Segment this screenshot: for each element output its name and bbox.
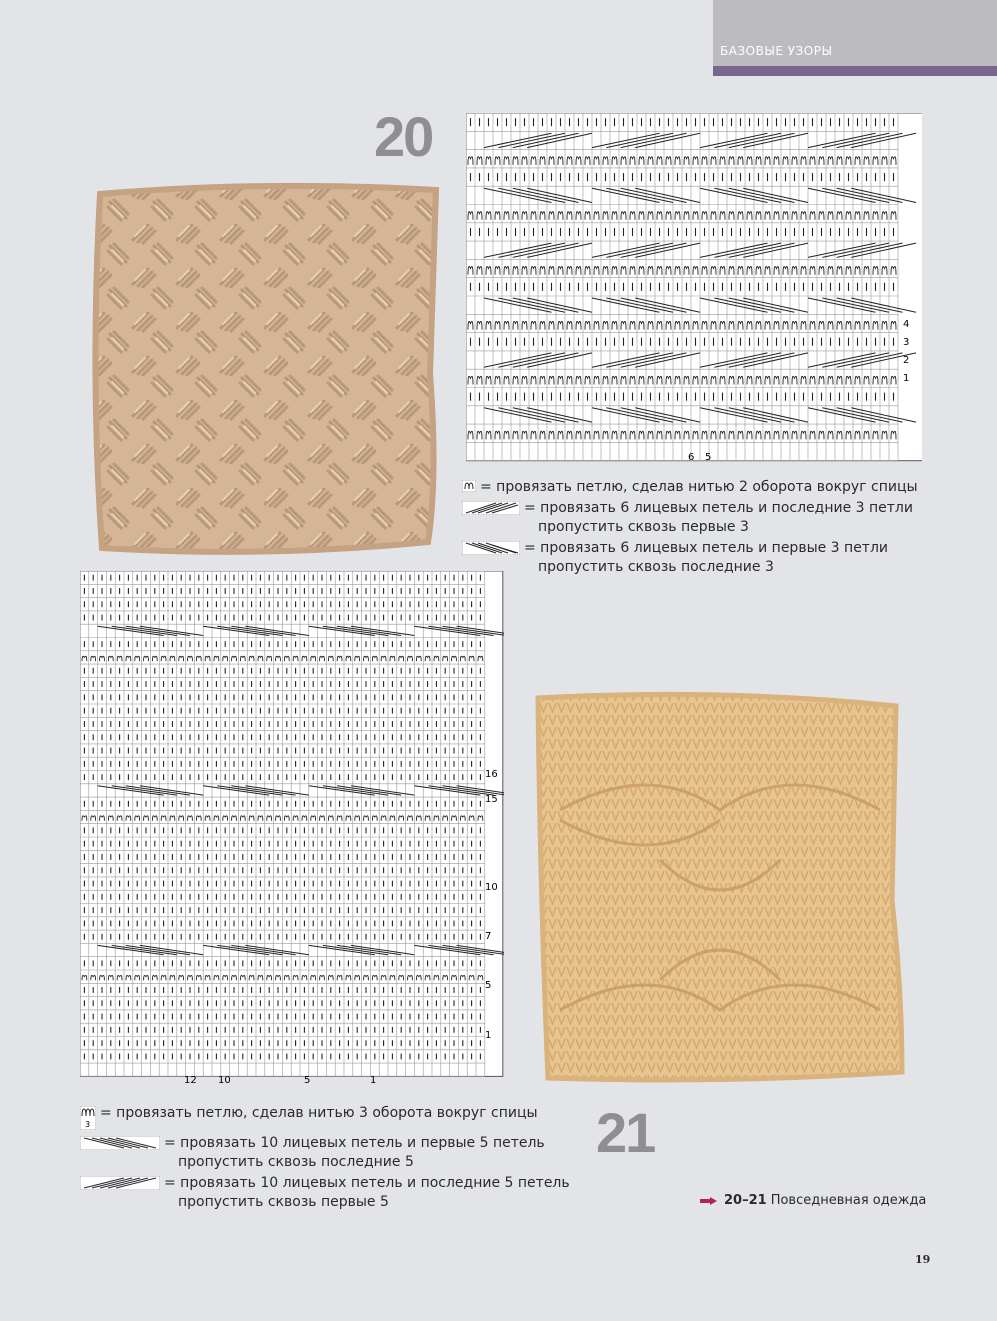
wrap-3-icon	[80, 1106, 96, 1130]
legend-text: = провязать 6 лицевых петель и последние 3 петли	[524, 500, 913, 516]
cross-10-right-icon	[80, 1176, 160, 1190]
cross-6-left-icon	[462, 541, 520, 555]
chart-row-label: 1	[485, 1030, 492, 1041]
chart-col-label: 5	[304, 1075, 311, 1086]
pattern-20-legend	[462, 478, 918, 577]
legend-text: = провязать 10 лицевых петель и первые 5 петель	[164, 1135, 545, 1151]
legend-text: пропустить сквозь последние 3	[538, 559, 774, 575]
pattern-21-swatch-photo	[530, 690, 912, 1084]
legend-text: = провязать 6 лицевых петель и первые 3 петли	[524, 540, 889, 556]
section-header-block	[713, 0, 997, 76]
legend-text: = провязать петлю, сделав нитью 2 оборота вокруг спицы	[480, 479, 918, 495]
legend-item	[80, 1104, 570, 1130]
pattern-20-swatch-photo	[86, 178, 444, 556]
chart-col-label: 5	[705, 452, 712, 463]
chart-col-label: 6	[688, 452, 695, 463]
wrap-2-icon	[462, 480, 476, 492]
chart-col-label: 1	[370, 1075, 377, 1086]
chart-row-label: 16	[485, 769, 498, 780]
chart-row-label: 10	[485, 882, 498, 893]
chart-col-label: 10	[218, 1075, 231, 1086]
legend-item	[462, 539, 918, 577]
chart-grid	[80, 571, 503, 1076]
legend-item	[80, 1134, 570, 1172]
chart-row-label: 3	[903, 337, 910, 348]
legend-text: пропустить сквозь последние 5	[178, 1154, 414, 1170]
legend-text: пропустить сквозь первые 5	[178, 1194, 389, 1210]
svg-text:3: 3	[85, 1120, 91, 1129]
chart-row-label: 4	[903, 319, 910, 330]
pattern-21-chart	[80, 571, 504, 1089]
legend-item	[462, 499, 918, 537]
page-number: 19	[915, 1253, 931, 1266]
legend-text: = провязать петлю, сделав нитью 3 оборота вокруг спицы	[100, 1105, 538, 1121]
chart-row-label: 7	[485, 931, 492, 942]
chart-col-label: 12	[184, 1075, 197, 1086]
section-header-bar	[713, 66, 997, 76]
section-title: БАЗОВЫЕ УЗОРЫ	[720, 44, 833, 58]
pattern-21-legend	[80, 1104, 570, 1212]
legend-text: = провязать 10 лицевых петель и последние 5 петель	[164, 1175, 570, 1191]
cross-6-right-icon	[462, 501, 520, 515]
chart-row-label: 2	[903, 355, 910, 366]
crossref-label: Повседневная одежда	[770, 1193, 927, 1208]
pattern-21-number: 21	[596, 1101, 655, 1164]
crossref-numbers: 20–21	[724, 1193, 767, 1208]
pattern-20-chart	[466, 113, 922, 465]
legend-item	[80, 1174, 570, 1212]
legend-text: пропустить сквозь первые 3	[538, 519, 749, 535]
chart-row-label: 1	[903, 373, 910, 384]
usage-crossref	[700, 1193, 926, 1208]
cross-10-left-icon	[80, 1136, 160, 1150]
pointing-hand-icon	[700, 1196, 718, 1206]
chart-row-label: 15	[485, 794, 498, 805]
pattern-20-number: 20	[374, 105, 433, 168]
chart-row-label: 5	[485, 980, 492, 991]
legend-item	[462, 478, 918, 497]
